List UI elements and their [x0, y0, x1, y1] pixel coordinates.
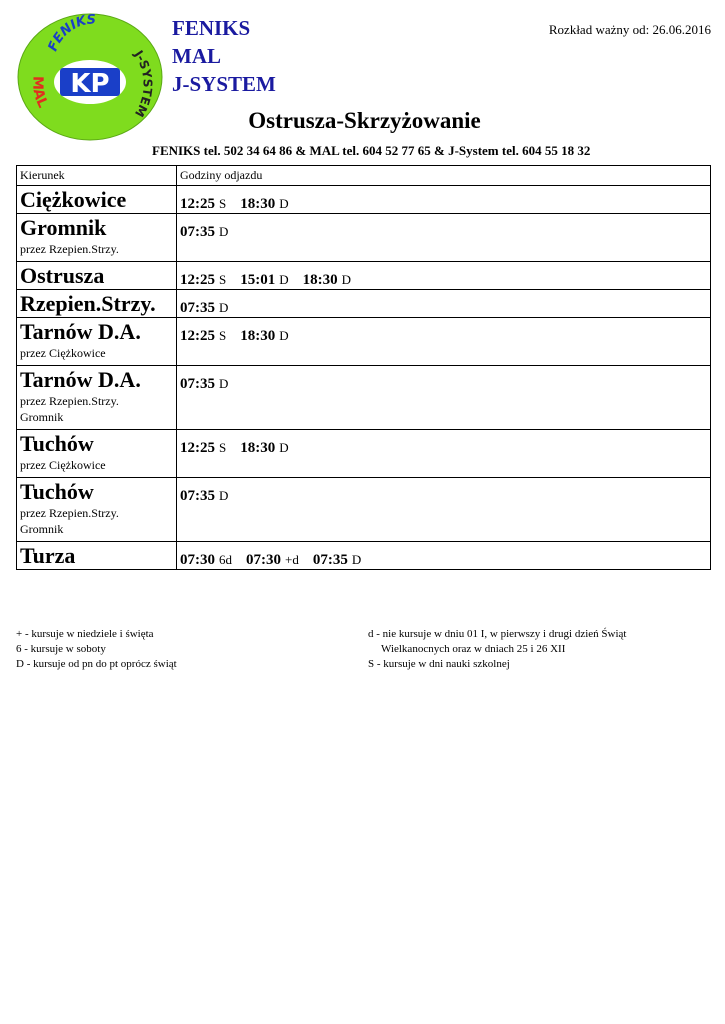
- legend-item-continued: Wielkanocnych oraz w dniach 25 i 26 XII: [381, 643, 566, 655]
- table-row: [17, 262, 711, 290]
- departure-mark: S: [219, 440, 227, 455]
- departure-mark: +d: [285, 552, 299, 567]
- departure: [240, 195, 288, 213]
- via-text: przez Rzepien.Strzy.: [20, 394, 119, 408]
- table-row: [17, 478, 711, 542]
- departure-mark: S: [219, 272, 227, 287]
- via-text: przez Ciężkowice: [20, 346, 106, 360]
- logo-kp-text: KP: [70, 69, 110, 99]
- departure-time: 12:25: [180, 196, 215, 212]
- departure: [180, 223, 228, 241]
- departure-time: 18:30: [240, 196, 276, 212]
- table-row: [17, 542, 711, 570]
- departure: [313, 551, 361, 569]
- timetable: [16, 165, 711, 570]
- departures-cell: [177, 290, 711, 318]
- table-row: [17, 318, 711, 366]
- direction-cell: [17, 542, 177, 570]
- departure-mark: D: [219, 488, 229, 503]
- departure: [246, 551, 299, 569]
- departures-cell: [177, 186, 711, 214]
- direction-cell: [17, 186, 177, 214]
- direction-name: Gromnik: [20, 215, 107, 240]
- table-row: [17, 290, 711, 318]
- company-names: [172, 14, 276, 98]
- departure-mark: D: [279, 328, 289, 343]
- direction-cell: [17, 290, 177, 318]
- table-row: [17, 366, 711, 430]
- departure-time: 12:25: [180, 440, 215, 456]
- departure: [180, 195, 226, 213]
- departure: [180, 375, 228, 393]
- departure-mark: D: [279, 196, 289, 211]
- departures-cell: [177, 318, 711, 366]
- direction-name: Rzepien.Strzy.: [20, 291, 156, 316]
- table-row: [17, 214, 711, 262]
- valid-from: Rozkład ważny od: 26.06.2016: [548, 22, 711, 37]
- departure: [180, 271, 226, 289]
- legend-item: d - nie kursuje w dniu 01 I, w pierwszy i drugi dzień Świąt: [368, 628, 627, 640]
- departure: [240, 271, 288, 289]
- header-direction: Kierunek: [17, 166, 177, 186]
- via-text: przez Ciężkowice: [20, 458, 106, 472]
- via-text: Gromnik: [20, 410, 64, 424]
- departure: [180, 551, 232, 569]
- header-times: Godziny odjazdu: [177, 166, 711, 186]
- direction-name: Ciężkowice: [20, 187, 127, 212]
- departures-cell: [177, 430, 711, 478]
- departure-time: 07:30: [246, 552, 281, 568]
- direction-name: Tarnów D.A.: [20, 367, 141, 392]
- departure-time: 07:30: [180, 552, 215, 568]
- direction-cell: [17, 214, 177, 262]
- company-name: FENIKS: [172, 16, 251, 40]
- departure-mark: 6d: [219, 552, 232, 567]
- via-text: przez Rzepien.Strzy.: [20, 242, 119, 256]
- departure-mark: D: [279, 440, 289, 455]
- departure-time: 07:35: [180, 376, 215, 392]
- company-name: MAL: [172, 44, 221, 68]
- departure-time: 18:30: [302, 272, 338, 288]
- departure-time: 18:30: [240, 440, 276, 456]
- departure: [180, 487, 228, 505]
- departure-time: 07:35: [312, 552, 348, 568]
- direction-name: Tarnów D.A.: [20, 319, 141, 344]
- departure: [240, 439, 288, 457]
- legend-item: D - kursuje od pn do pt oprócz świąt: [16, 658, 177, 670]
- direction-cell: [17, 430, 177, 478]
- table-row: [17, 430, 711, 478]
- departure-mark: D: [219, 376, 229, 391]
- departures-cell: [177, 262, 711, 290]
- departure-mark: D: [219, 224, 229, 239]
- direction-cell: [17, 478, 177, 542]
- departure-mark: D: [219, 300, 229, 315]
- departures-cell: [177, 366, 711, 430]
- departure-time: 07:35: [180, 300, 215, 316]
- departures-cell: [177, 478, 711, 542]
- departures-cell: [177, 214, 711, 262]
- logo-jsystem-text: J-SYSTEM: [131, 47, 155, 120]
- timetable-header-row: [17, 166, 711, 186]
- direction-name: Turza: [20, 543, 76, 568]
- departure: [180, 299, 228, 317]
- legend-right: [368, 627, 688, 672]
- direction-cell: [17, 318, 177, 366]
- direction-cell: [17, 262, 177, 290]
- legend-item: S - kursuje w dni nauki szkolnej: [368, 658, 510, 670]
- departure: [240, 327, 288, 345]
- departure-time: 15:01: [240, 272, 276, 288]
- departure: [303, 271, 351, 289]
- stop-title: Ostrusza-Skrzyżowanie: [248, 108, 481, 133]
- direction-name: Tuchów: [20, 431, 94, 456]
- via-text: przez Rzepien.Strzy.: [20, 506, 119, 520]
- logo-mal-text: MAL: [29, 75, 51, 111]
- departure-mark: D: [279, 272, 289, 287]
- company-name: J-SYSTEM: [172, 72, 276, 96]
- departure-time: 07:35: [180, 224, 215, 240]
- departure-time: 12:25: [180, 328, 215, 344]
- legend-item: + - kursuje w niedziele i święta: [16, 628, 154, 640]
- direction-cell: [17, 366, 177, 430]
- phone-numbers: FENIKS tel. 502 34 64 86 & MAL tel. 604 52 77 65 & J-System tel. 604 55 18 32: [152, 143, 591, 158]
- direction-name: Ostrusza: [20, 263, 105, 288]
- table-row: [17, 186, 711, 214]
- legend-left: [16, 627, 177, 672]
- departure-time: 07:35: [180, 488, 215, 504]
- departure-time: 12:25: [180, 272, 215, 288]
- departure-time: 18:30: [240, 328, 276, 344]
- departures-cell: [177, 542, 711, 570]
- direction-name: Tuchów: [20, 479, 94, 504]
- departure: [180, 327, 226, 345]
- via-text: Gromnik: [20, 522, 64, 536]
- departure: [180, 439, 226, 457]
- departure-mark: S: [219, 196, 227, 211]
- logo-feniks-text: FENIKS: [45, 12, 97, 54]
- legend-item: 6 - kursuje w soboty: [16, 643, 106, 655]
- departure-mark: S: [219, 328, 227, 343]
- departure-mark: D: [341, 272, 352, 287]
- departure-mark: D: [351, 552, 362, 567]
